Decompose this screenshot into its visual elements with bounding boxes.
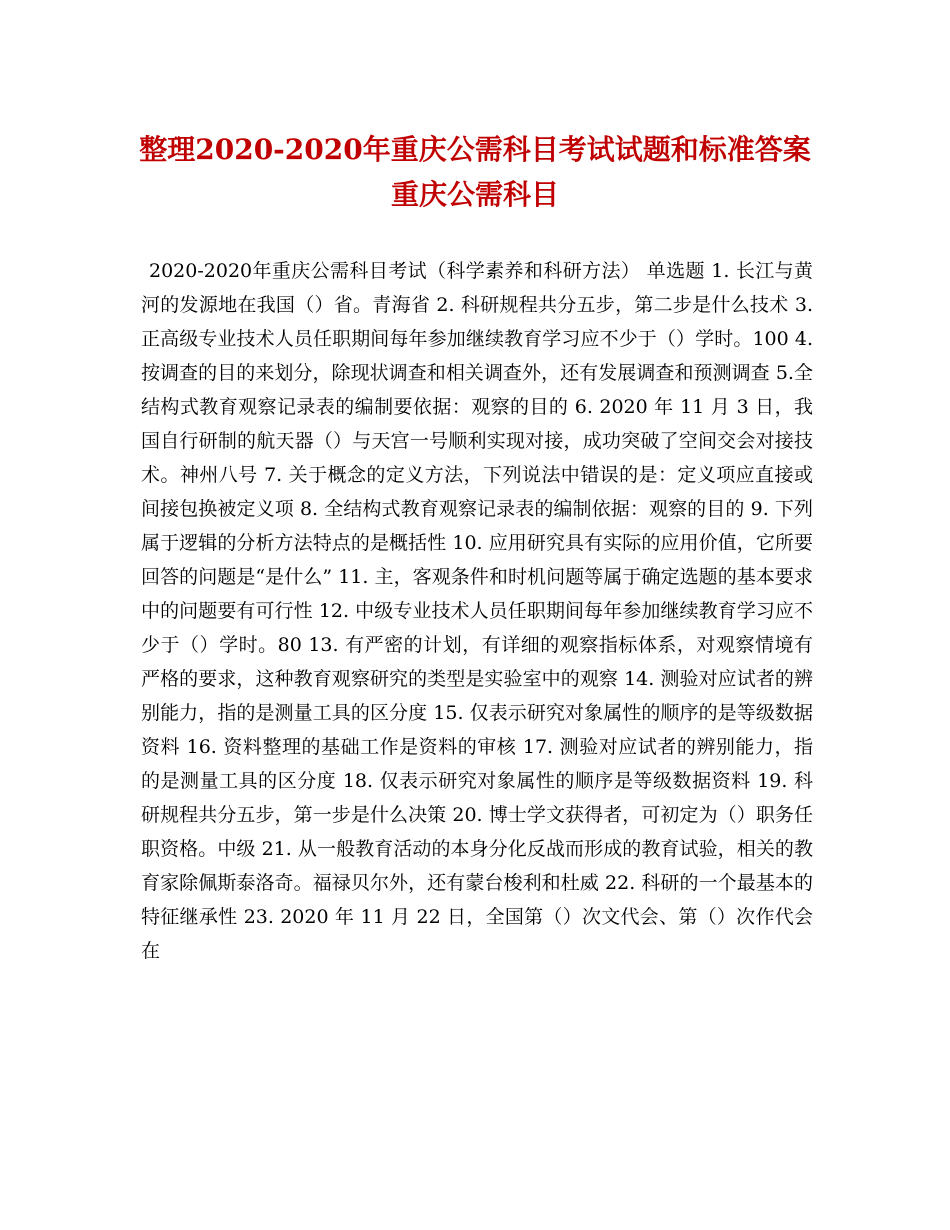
document-subtitle: 重庆公需科目 [390, 178, 559, 211]
document-body: 2020-2020年重庆公需科目考试（科学素养和科研方法） 单选题 1. 长江与黄河的发源地在我国（）省。青海省 2. 科研规程共分五步，第二步是什么技术 3. 正高级专业技术人员任职期间每年参加继续教育学习应不少于（）学时。100 4. 按调查的目的来划分，除现状调查和相关调查外，还有发展调查和预测调查 5.全结构式教育观察记录表的编制要依据：观察的目的 6. 2020 年 11 月 3 日，我国自行研制的航天器（）与天宫一号顺利实现对接，成功突破了空间交会对接技术。神州八号 7. 关于概念的定义方法，下列说法中错误的是：定义项应直接或间接包换被定义项 8. 全结构式教育观察记录表的编制依据：观察的目的 9. 下列属于逻辑的分析方法特点的是概括性 10. 应用研究具有实际的应用价值，它所要回答的问题是“是什么” 11. 主，客观条件和时机问题等属于确定选题的基本要求中的问题要有可行性 12. 中级专业技术人员任职期间每年参加继续教育学习应不少于（）学时。80 13. 有严密的计划，有详细的观察指标体系，对观察情境有严格的要求，这种教育观察研究的类型是实验室中的观察 14. 测验对应试者的辨别能力，指的是测量工具的区分度 15. 仅表示研究对象属性的顺序的是等级数据资料 16. 资料整理的基础工作是资料的审核 17. 测验对应试者的辨别能力，指的是测量工具的区分度 18. 仅表示研究对象属性的顺序是等级数据资料 19. 科研规程共分五步，第一步是什么决策 20. 博士学文获得者，可初定为（）职务任职资格。中级 21. 从一般教育活动的本身分化反战而形成的教育试验，相关的教育家除佩斯泰洛奇。福禄贝尔外，还有蒙台梭利和杜威 22. 科研的一个最基本的特征继承性 23. 2020 年 11 月 22 日，全国第（）次文代会、第（）次作代会在 [141, 260, 813, 962]
document-title: 整理2020-2020年重庆公需科目考试试题和标准答案 [139, 133, 811, 166]
